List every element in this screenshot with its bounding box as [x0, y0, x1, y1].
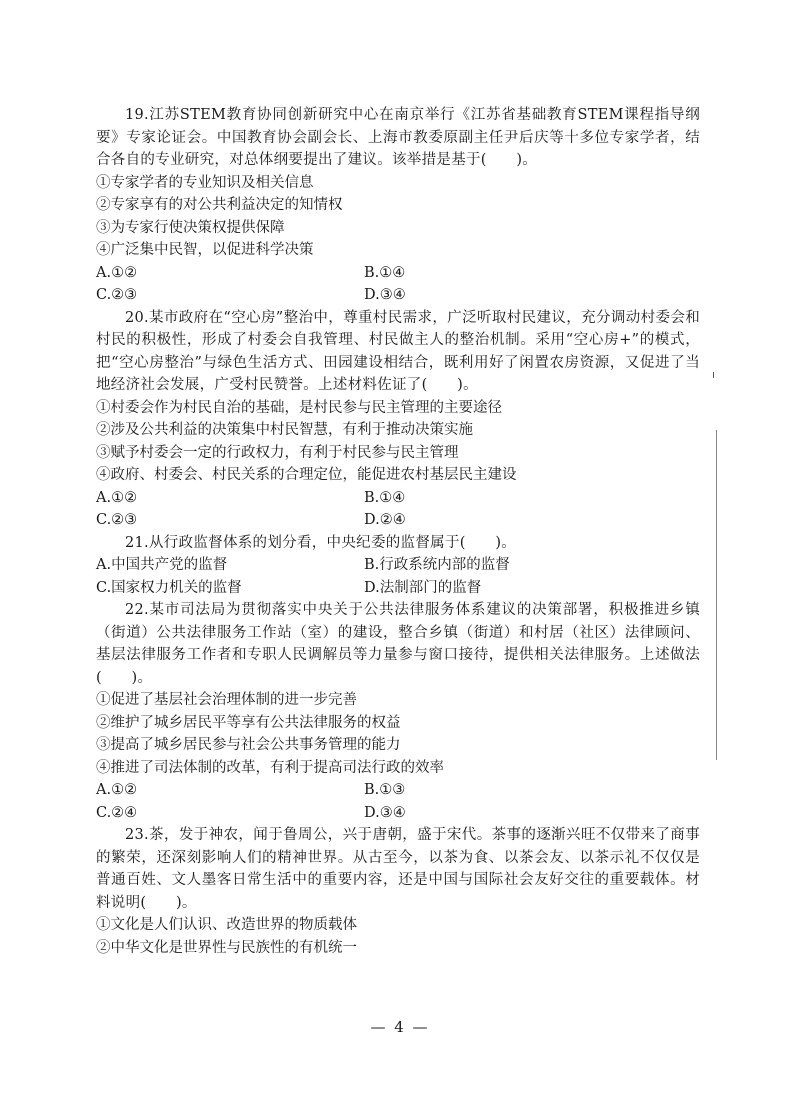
option-row	[96, 577, 700, 600]
option-a: A.①②	[96, 782, 138, 798]
question-stem: 23.茶，发于神农，闻于鲁周公，兴于唐朝，盛于宋代。茶事的逐渐兴旺不仅带来了商事的繁荣，还深刻影响人们的精神世界。从古至今，以茶为食、以茶会友、以茶示礼不仅仅是普通百姓、文人墨客日常生活中的重要内容，还是中国与国际社会友好交往的重要载体。材料说明( )。	[96, 827, 700, 911]
question-19	[96, 104, 700, 307]
scan-artifact	[716, 430, 717, 760]
option-row	[96, 779, 700, 802]
option-c: C.②③	[96, 512, 138, 528]
statement: ①村委会作为村民自治的基础，是村民参与民主管理的主要途径	[96, 399, 502, 416]
option-c: C.②③	[96, 287, 138, 303]
question-stem: 21.从行政监督体系的划分看，中央纪委的监督属于( )。	[125, 534, 517, 551]
option-a: A.①②	[96, 489, 138, 506]
question-23	[96, 824, 700, 959]
question-21	[96, 532, 700, 600]
option-d: D.②④	[364, 512, 406, 528]
option-row	[96, 262, 700, 285]
statement: ③为专家行使决策权提供保障	[96, 219, 285, 236]
statement: ④推进了司法体制的改革，有利于提高司法行政的效率	[96, 759, 444, 776]
question-20	[96, 307, 700, 532]
option-d: D.③④	[364, 804, 406, 821]
option-row	[96, 487, 700, 510]
statement: ①促进了基层社会治理体制的进一步完善	[96, 692, 357, 708]
option-d: D.③④	[364, 287, 406, 303]
option-row	[96, 284, 700, 307]
statement: ①文化是人们认识、改造世界的物质载体	[96, 917, 357, 933]
option-a: A.中国共产党的监督	[96, 557, 228, 573]
statement: ④广泛集中民智，以促进科学决策	[96, 242, 314, 258]
option-row	[96, 554, 700, 577]
option-a: A.①②	[96, 264, 138, 281]
statement: ③赋予村委会一定的行政权力，有利于村民参与民主管理	[96, 444, 459, 461]
option-c: C.国家权力机关的监督	[96, 579, 242, 596]
option-row	[96, 802, 700, 825]
option-d: D.法制部门的监督	[364, 579, 482, 596]
question-stem: 22.某市司法局为贯彻落实中央关于公共法律服务体系建议的决策部署，积极推进乡镇（街道）公共法律服务工作站（室）的建设，整合乡镇（街道）和村居（社区）法律顾问、基层法律服务工作者和专职人民调解员等力量参与窗口接待，提供相关法律服务。上述做法( )。	[96, 602, 700, 686]
option-c: C.②④	[96, 804, 138, 821]
question-stem: 19.江苏STEM教育协同创新研究中心在南京举行《江苏省基础教育STEM课程指导纲要》专家论证会。中国教育协会副会长、上海市教委原副主任尹后庆等十多位专家学者，结合各自的专业研究，对总体纲要提出了建议。该举措是基于( )。	[96, 107, 700, 168]
statement: ④政府、村委会、村民关系的合理定位，能促进农村基层民主建设	[96, 467, 517, 483]
option-b: B.行政系统内部的监督	[364, 557, 510, 573]
statement: ②专家享有的对公共利益决定的知情权	[96, 197, 343, 213]
page-number: — 4 —	[370, 1018, 430, 1036]
question-list	[96, 104, 700, 959]
option-row	[96, 509, 700, 532]
question-stem: 20.某市政府在“空心房”整治中，尊重村民需求，广泛听取村民建议，充分调动村委会和村民的积极性，形成了村委会自我管理、村民做主人的整治机制。采用“空心房+”的模式，把“空心房整治”与绿色生活方式、田园建设相结合，既利用好了闲置农房资源，又促进了当地经济社会发展，广受村民赞誉。上述材料佐证了( )。	[96, 309, 700, 393]
option-b: B.①③	[364, 782, 406, 798]
statement: ①专家学者的专业知识及相关信息	[96, 174, 314, 191]
option-b: B.①④	[364, 264, 406, 281]
statement: ②维护了城乡居民平等享有公共法律服务的权益	[96, 714, 401, 731]
statement: ③提高了城乡居民参与社会公共事务管理的能力	[96, 737, 401, 753]
statement: ②中华文化是世界性与民族性的有机统一	[96, 939, 357, 956]
scan-artifact	[713, 372, 714, 378]
question-22	[96, 599, 700, 824]
option-b: B.①④	[364, 489, 406, 506]
statement: ②涉及公共利益的决策集中村民智慧，有利于推动决策实施	[96, 422, 473, 438]
